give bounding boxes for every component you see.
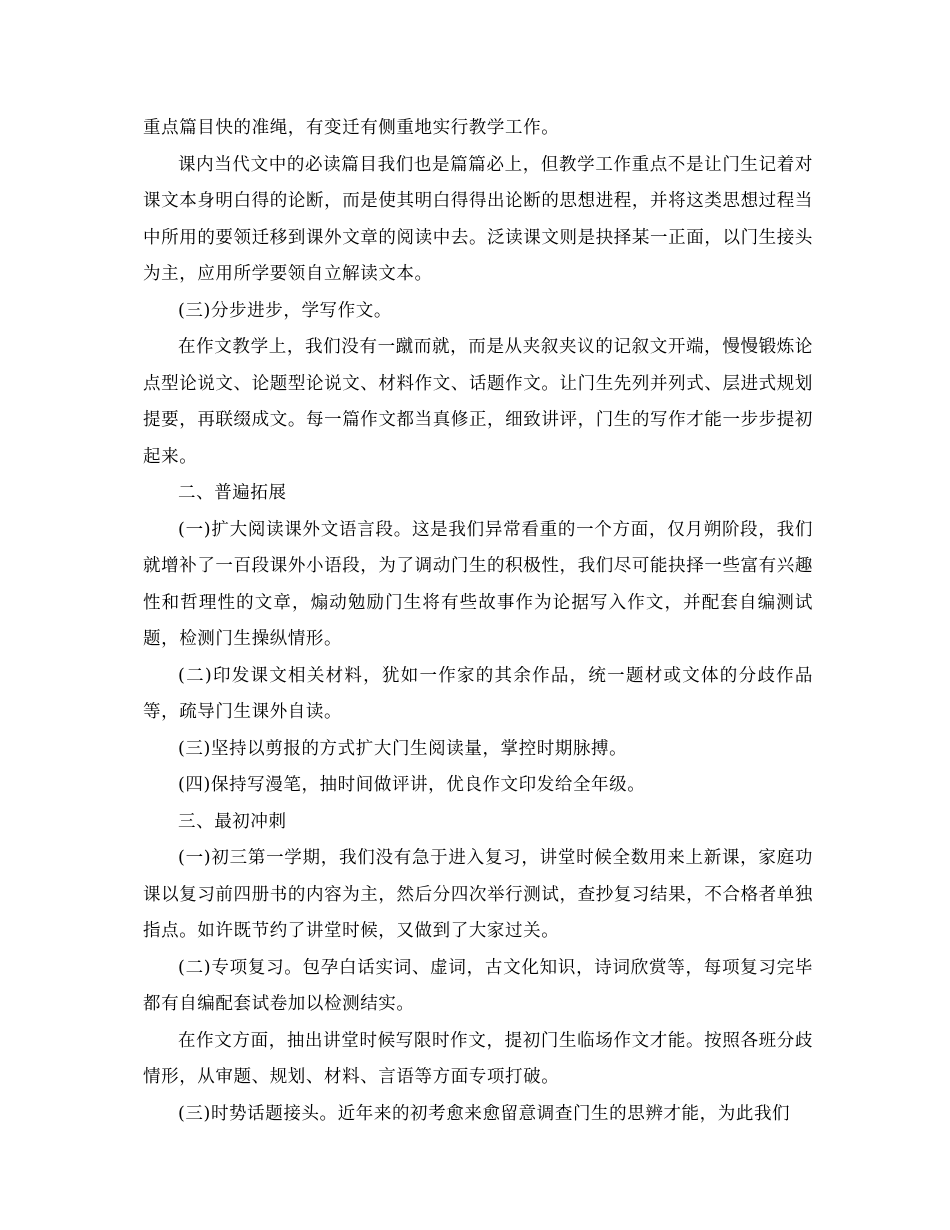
paragraph: (四)保持写漫笔，抽时间做评讲，优良作文印发给全年级。 xyxy=(178,775,646,795)
paragraph: (三)坚持以剪报的方式扩大门生阅读量，掌控时期脉搏。 xyxy=(178,738,628,759)
paragraph: (二)专项复习。包孕白话实词、虚词，古文化知识，诗词欣赏等，每项复习完毕都有自编配套试卷加以检测结实。 xyxy=(143,957,813,1014)
paragraph: 在作文教学上，我们没有一蹴而就，而是从夹叙夹议的记叙文开端，慢慢锻炼论点型论说文、论题型论说文、材料作文、话题作文。让门生先列并列式、层进式规划提要，再联缀成文。每一篇作文都当真修正，细致讲评，门生的写作才能一步步提初起来。 xyxy=(143,337,813,467)
paragraph: (三)分步进步，学写作文。 xyxy=(178,300,392,321)
paragraph: (三)时势话题接头。近年来的初考愈来愈留意调查门生的思辨才能，为此我们 xyxy=(178,1103,791,1124)
section-heading: 三、最初冲刺 xyxy=(178,811,287,832)
paragraph: 重点篇目快的准绳，有变迁有侧重地实行教学工作。 xyxy=(143,118,560,138)
paragraph: (一)扩大阅读课外文语言段。这是我们异常看重的一个方面，仅月朔阶段，我们就增补了一百段课外小语段，为了调动门生的积极性，我们尽可能抉择一些富有兴趣性和哲理性的文章，煽动勉励门生将有些故事作为论据写入作文，并配套自编测试题，检测门生操纵情形。 xyxy=(143,519,813,649)
section-heading: 二、普遍拓展 xyxy=(178,483,287,503)
paragraph: (一)初三第一学期，我们没有急于进入复习，讲堂时候全数用来上新课，家庭功课以复习前四册书的内容为主，然后分四次举行测试，查抄复习结果，不合格者单独指点。如许既节约了讲堂时候，又做到了大家过关。 xyxy=(143,848,813,941)
paragraph: 课内当代文中的必读篇目我们也是篇篇必上，但教学工作重点不是让门生记着对课文本身明白得的论断，而是使其明白得得出论断的思想进程，并将这类思想过程当中所用的要领迁移到课外文章的阅读中去。泛读课文则是抉择某一正面，以门生接头为主，应用所学要领自立解读文本。 xyxy=(143,154,813,284)
document-body xyxy=(143,110,813,1132)
paragraph: (二)印发课文相关材料，犹如一作家的其余作品，统一题材或文体的分歧作品等，疏导门生课外自读。 xyxy=(143,665,813,722)
paragraph: 在作文方面，抽出讲堂时候写限时作文，提初门生临场作文才能。按照各班分歧情形，从审题、规划、材料、言语等方面专项打破。 xyxy=(143,1030,813,1087)
